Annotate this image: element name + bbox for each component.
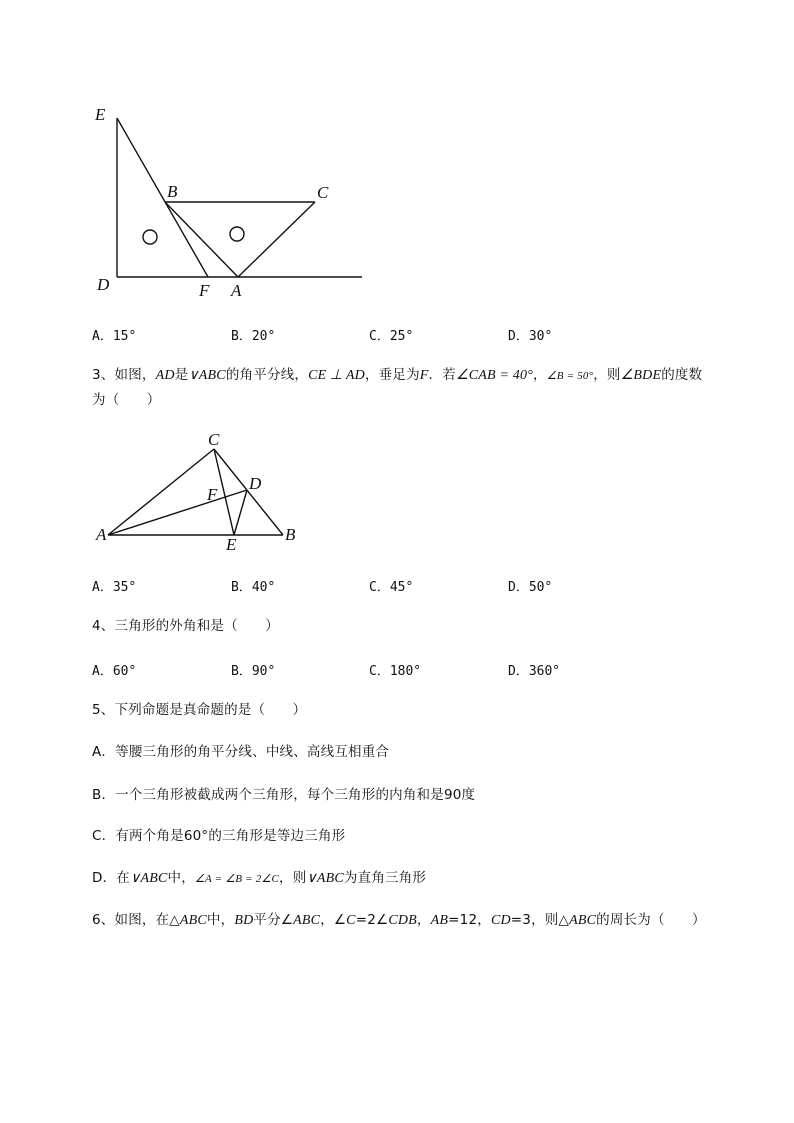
q2-option-a[interactable]: A．15°	[92, 329, 137, 344]
q5-option-d[interactable]: D．在∨ABC中，∠A = ∠B = 2∠C，则∨ABC为直角三角形	[92, 870, 427, 886]
label-B: B	[285, 525, 296, 544]
right-angle-marker-left	[143, 230, 157, 244]
figure-q3-triangle	[90, 428, 305, 553]
q5-option-a[interactable]: A．等腰三角形的角平分线、中线、高线互相重合	[92, 744, 390, 760]
q3-stem-line2: 为（ ）	[92, 392, 161, 408]
edge-CA	[238, 202, 315, 277]
figure-triangle-set	[90, 100, 370, 305]
q5-angle-equation: ∠A = ∠B = 2∠C	[194, 873, 280, 885]
q3-option-b[interactable]: B．40°	[231, 580, 276, 595]
label-D: D	[249, 474, 262, 493]
q3-option-c[interactable]: C．45°	[369, 580, 414, 595]
q3-triangle: ∨ABC	[188, 368, 226, 383]
q3-stem-line1: 3、如图，AD是∨ABC的角平分线，CE ⊥ AD，垂足为F．若∠CAB = 40°，∠B = 50°，则∠BDE的度数	[92, 367, 703, 383]
label-E: E	[226, 535, 237, 553]
label-E: E	[95, 105, 106, 124]
q3-angle-bde: ∠BDE	[620, 368, 662, 383]
q3-angle-b: ∠B = 50°	[546, 370, 594, 382]
q3-number: 3、如图，	[92, 367, 156, 383]
q5-option-b[interactable]: B．一个三角形被截成两个三角形，每个三角形的内角和是90度	[92, 787, 476, 803]
q4-option-a[interactable]: A．60°	[92, 664, 137, 679]
q3-perpendicular: CE ⊥ AD	[308, 368, 365, 383]
q5-stem: 5、下列命题是真命题的是（ ）	[92, 702, 307, 718]
q5-option-c[interactable]: C．有两个角是60°的三角形是等边三角形	[92, 828, 346, 844]
q3-option-d[interactable]: D．50°	[508, 580, 553, 595]
label-A: A	[231, 281, 242, 300]
edge-AD	[108, 490, 247, 535]
q4-option-d[interactable]: D．360°	[508, 664, 561, 679]
label-F: F	[207, 485, 218, 504]
q2-option-c[interactable]: C．25°	[369, 329, 414, 344]
q4-stem: 4、三角形的外角和是（ ）	[92, 618, 279, 634]
edge-DE	[234, 490, 247, 535]
q2-option-d[interactable]: D．30°	[508, 329, 553, 344]
right-angle-marker-right	[230, 227, 244, 241]
label-D: D	[97, 275, 110, 294]
label-C: C	[317, 183, 329, 202]
label-A: A	[96, 525, 107, 544]
q3-angle-cab: ∠CAB = 40°	[455, 368, 533, 383]
label-F: F	[199, 281, 210, 300]
edge-EF	[117, 118, 208, 277]
q3-option-a[interactable]: A．35°	[92, 580, 137, 595]
label-B: B	[167, 182, 178, 201]
edge-AC	[108, 449, 214, 535]
q4-option-c[interactable]: C．180°	[369, 664, 422, 679]
q5-triangle: ∨ABC	[130, 871, 168, 886]
q6-stem: 6、如图，在△ABC中，BD平分∠ABC，∠C=2∠CDB，AB=12，CD=3，则△ABC的周长为（ ）	[92, 912, 706, 928]
q4-option-b[interactable]: B．90°	[231, 664, 276, 679]
q2-option-b[interactable]: B．20°	[231, 329, 276, 344]
label-C: C	[208, 430, 220, 449]
q3-ad: AD	[155, 368, 175, 383]
